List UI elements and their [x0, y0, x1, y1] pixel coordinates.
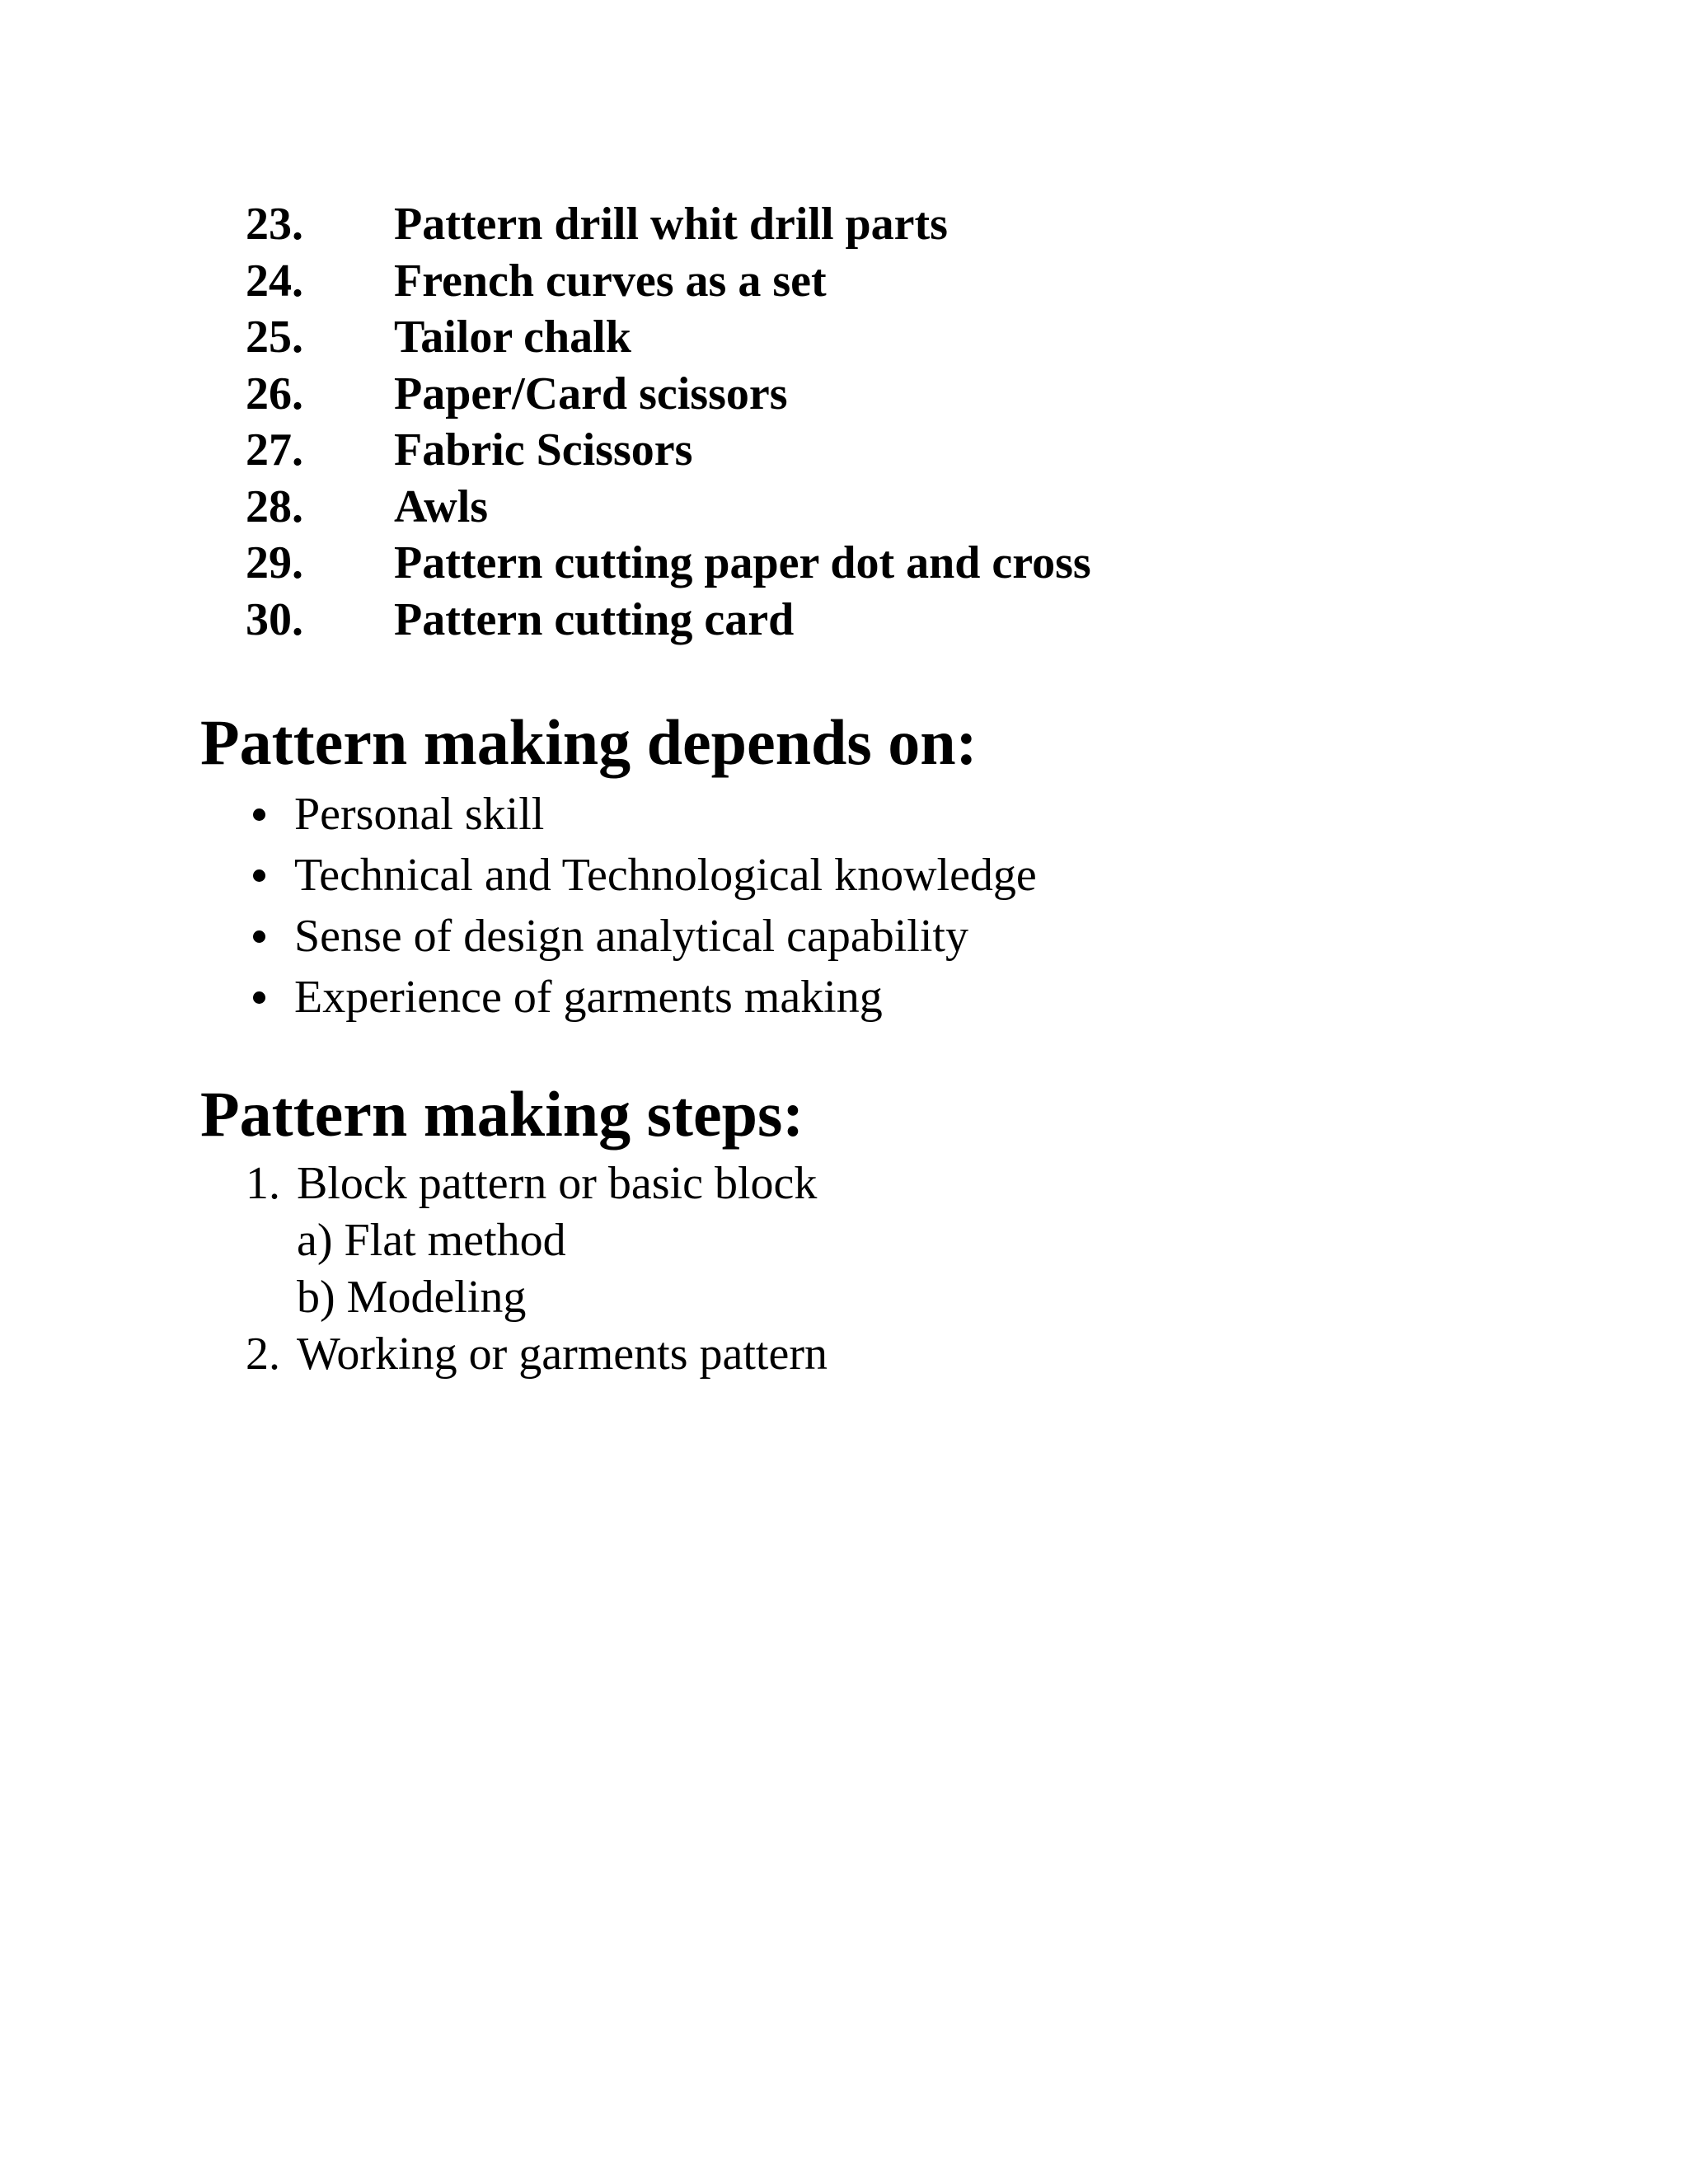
item-number: 29. [246, 537, 303, 588]
step-line [246, 1155, 828, 1212]
sub-list-item: a) Flat method [297, 1215, 566, 1266]
item-number: 23. [246, 199, 303, 250]
list-item [246, 592, 1091, 649]
list-item [246, 479, 1091, 536]
bullet-icon [253, 808, 265, 821]
bullet-icon [253, 991, 265, 1004]
item-number: 30. [246, 593, 303, 645]
list-item [246, 1155, 828, 1326]
item-label: Working or garments pattern [297, 1329, 828, 1380]
item-number: 24. [246, 255, 303, 307]
sub-list-item: b) Modeling [297, 1272, 527, 1323]
item-number: 2. [246, 1329, 280, 1380]
item-number: 28. [246, 480, 303, 532]
item-label: Fabric Scissors [394, 424, 693, 476]
item-label: Block pattern or basic block [297, 1158, 818, 1209]
sub-list [246, 1212, 828, 1326]
item-label: Awls [394, 480, 489, 532]
item-number: 27. [246, 424, 303, 476]
tools-numbered-list [246, 196, 1091, 648]
list-item [246, 309, 1091, 366]
item-label: Pattern drill whit drill parts [394, 199, 948, 250]
item-label: Experience of garments making [294, 972, 883, 1023]
list-item [246, 967, 1037, 1028]
bullet-icon [253, 869, 265, 882]
item-label: Paper/Card scissors [394, 368, 788, 419]
list-item [246, 366, 1091, 423]
item-number: 25. [246, 312, 303, 363]
item-label: Pattern cutting paper dot and cross [394, 537, 1091, 588]
item-label: Pattern cutting card [394, 593, 795, 645]
list-item [246, 845, 1037, 906]
steps-numbered-list [246, 1155, 828, 1383]
item-label: French curves as a set [394, 255, 827, 307]
item-label: Sense of design analytical capability [294, 911, 968, 962]
step-line [246, 1326, 828, 1383]
list-item [246, 422, 1091, 479]
item-number: 1. [246, 1158, 280, 1209]
item-label: Tailor chalk [394, 312, 631, 363]
list-item [246, 1326, 828, 1383]
list-item [246, 906, 1037, 967]
list-item [246, 535, 1091, 592]
item-number: 26. [246, 368, 303, 419]
depends-heading: Pattern making depends on: [200, 706, 978, 778]
steps-heading: Pattern making steps: [200, 1078, 804, 1150]
item-label: Personal skill [294, 789, 545, 840]
depends-bullet-list [246, 784, 1037, 1028]
list-item [246, 253, 1091, 310]
list-item [246, 196, 1091, 253]
list-item [246, 784, 1037, 845]
item-label: Technical and Technological knowledge [294, 850, 1037, 901]
bullet-icon [253, 930, 265, 943]
